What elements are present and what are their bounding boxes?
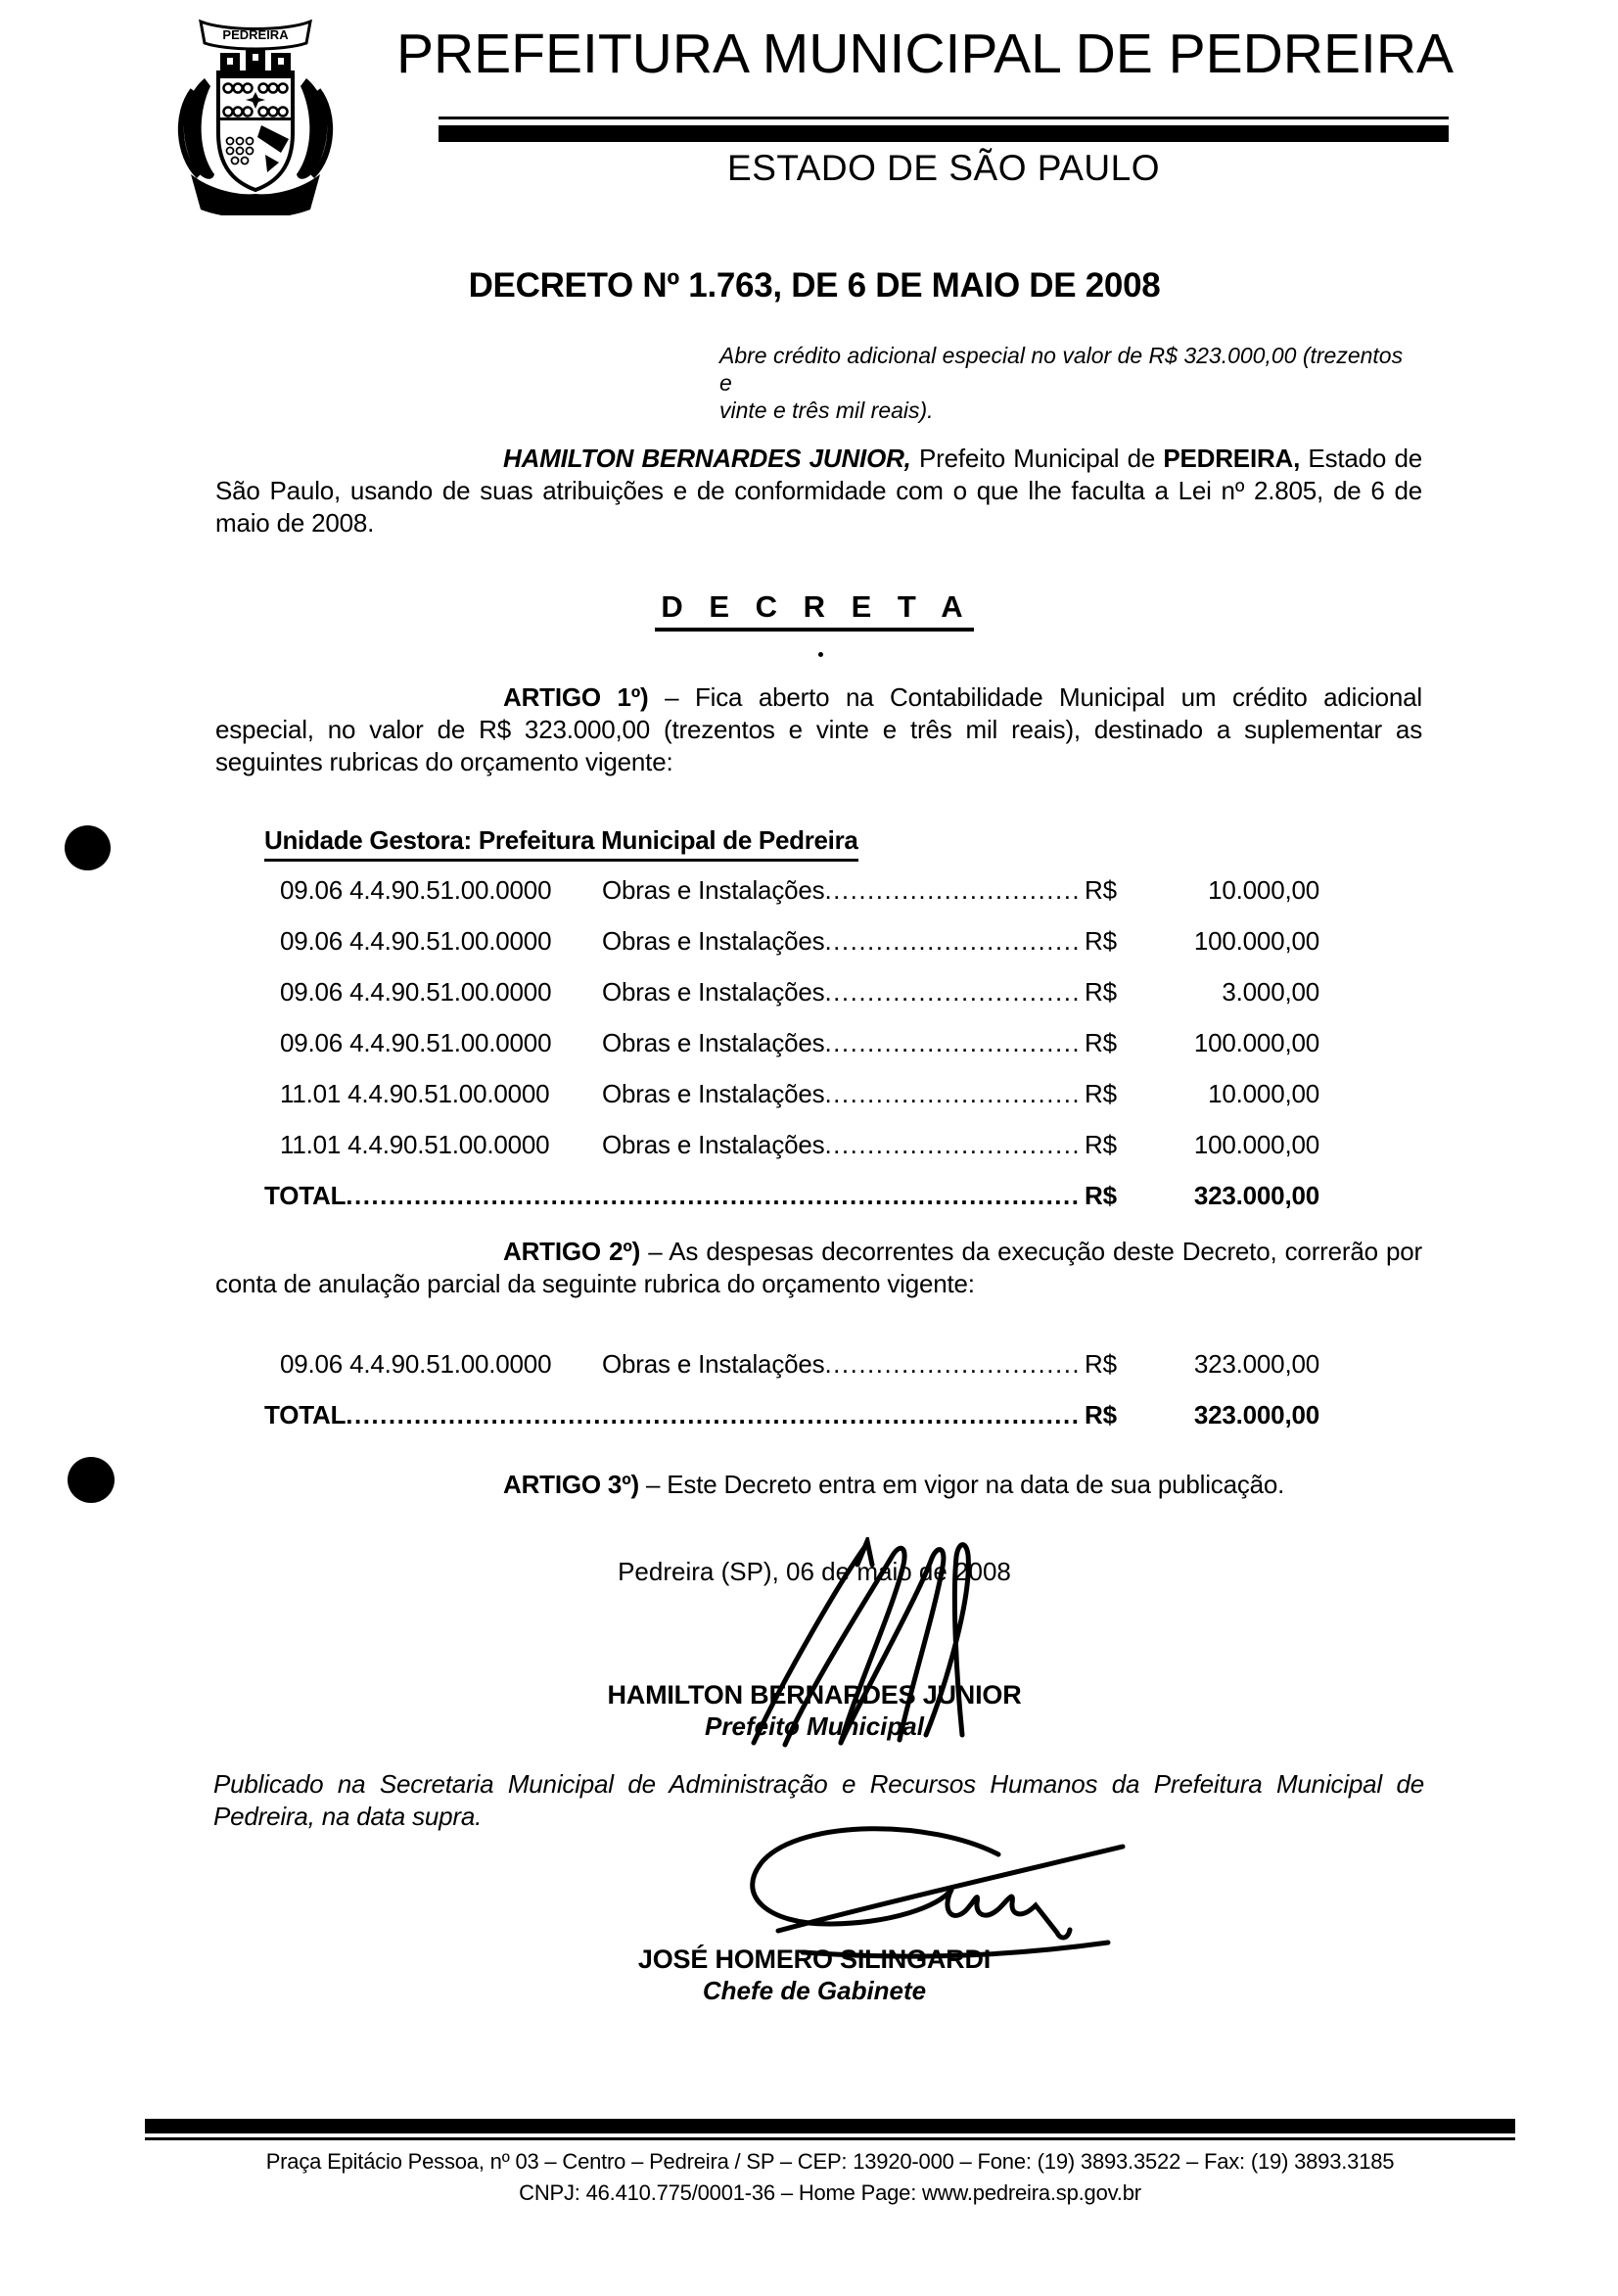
- budget-code: 11.01 4.4.90.51.00.0000: [280, 1130, 550, 1159]
- currency-symbol: R$: [1085, 1130, 1117, 1159]
- currency-symbol: R$: [1085, 1349, 1117, 1379]
- annulment-table-total-row: [264, 1400, 1319, 1430]
- currency-symbol: R$: [1085, 1400, 1117, 1429]
- table-row: [264, 977, 1319, 1007]
- article3-label: ARTIGO 3º): [503, 1470, 639, 1499]
- currency-symbol: R$: [1085, 926, 1117, 956]
- budget-description: Obras e Instalações: [602, 875, 825, 905]
- article1-paragraph: [215, 681, 1422, 778]
- total-amount: 323.000,00: [1193, 1181, 1319, 1210]
- mayor-role: Prefeito Municipal: [705, 1711, 924, 1741]
- currency-symbol: R$: [1085, 1181, 1117, 1210]
- article2-label: ARTIGO 2º): [503, 1237, 641, 1266]
- budget-description: Obras e Instalações: [602, 926, 825, 956]
- footer-rule-thick: [145, 2119, 1515, 2133]
- dot-leader: [824, 977, 1081, 1007]
- table-row: [264, 926, 1319, 957]
- table-row: [264, 1028, 1319, 1058]
- crest-banner-label: PEDREIRA: [222, 27, 289, 42]
- amount-value: 10.000,00: [1208, 1079, 1319, 1108]
- credit-table-total-row: [264, 1181, 1319, 1211]
- currency-symbol: R$: [1085, 1028, 1117, 1057]
- annulment-table: [264, 1349, 1319, 1430]
- coat-of-arms: [171, 16, 340, 215]
- total-label: TOTAL: [264, 1400, 347, 1429]
- budget-code: 09.06 4.4.90.51.00.0000: [280, 926, 552, 956]
- dot-leader: [346, 1181, 1081, 1211]
- amount-value: 100.000,00: [1193, 926, 1319, 956]
- header-title: PREFEITURA MUNICIPAL DE PEDREIRA: [395, 23, 1455, 85]
- budget-code: 09.06 4.4.90.51.00.0000: [280, 1349, 552, 1379]
- article3-paragraph: [215, 1469, 1422, 1501]
- chief-name: JOSÉ HOMERO SILINGARDI: [637, 1945, 992, 1974]
- city-name-inline: PEDREIRA,: [1163, 444, 1301, 473]
- dot-leader: [824, 875, 1081, 906]
- credit-table-header: Unidade Gestora: Prefeitura Municipal de Pedreira: [264, 825, 858, 862]
- preamble-mid: Prefeito Municipal de: [910, 444, 1164, 473]
- dot-leader: [346, 1400, 1081, 1430]
- amount-value: 323.000,00: [1193, 1349, 1319, 1379]
- dot-leader: [824, 1349, 1081, 1380]
- dot-leader: [824, 1079, 1081, 1109]
- mayor-name-inline: HAMILTON BERNARDES JUNIOR,: [503, 444, 911, 473]
- budget-description: Obras e Instalações: [602, 1130, 825, 1159]
- budget-description: Obras e Instalações: [602, 1079, 825, 1108]
- date-place-line: Pedreira (SP), 06 de maio de 2008: [618, 1557, 1011, 1586]
- decree-summary: [719, 342, 1420, 424]
- total-amount: 323.000,00: [1193, 1400, 1319, 1429]
- mayor-name: HAMILTON BERNARDES JUNIOR: [607, 1680, 1022, 1710]
- dot-leader: [824, 926, 1081, 957]
- footer-cnpj-line: CNPJ: 46.410.775/0001-36 – Home Page: www.pedreira.sp.gov.br: [519, 2180, 1141, 2205]
- punch-hole-mark-top: [65, 825, 111, 870]
- currency-symbol: R$: [1085, 875, 1117, 905]
- decreta-heading-wrap: [208, 589, 1421, 632]
- amount-value: 100.000,00: [1193, 1028, 1319, 1057]
- publication-note: Publicado na Secretaria Municipal de Administração e Recursos Humanos da Prefeitura Municipal de Pedreira, na data supra.: [213, 1769, 1424, 1831]
- header-rule-thin: [439, 117, 1449, 119]
- chief-signature: [685, 1813, 1135, 1965]
- article1-text: – Fica aberto na Contabilidade Municipal um crédito adicional especial, no valor de R$ 323.000,00 (trezentos e vinte e três mil reais), destinado a suplementar as seguintes rubricas do orçamento vigente:: [215, 682, 1422, 776]
- budget-code: 09.06 4.4.90.51.00.0000: [280, 1028, 552, 1057]
- footer-address-block: [145, 2146, 1515, 2209]
- total-label: TOTAL: [264, 1181, 347, 1210]
- preamble-rest: Estado de São Paulo, usando de suas atribuições e de conformidade com o que lhe faculta a Lei nº 2.805, de 6 de maio de 2008.: [215, 444, 1422, 538]
- chief-role: Chefe de Gabinete: [702, 1976, 927, 2005]
- annulment-table-rows: [264, 1349, 1319, 1380]
- punch-hole-mark-bottom: [68, 1457, 115, 1503]
- footer-rule-thin: [145, 2137, 1515, 2140]
- mayor-signature: [724, 1537, 989, 1748]
- header-subtitle: ESTADO DE SÃO PAULO: [727, 148, 1160, 188]
- amount-value: 3.000,00: [1222, 977, 1319, 1007]
- decree-title: DECRETO Nº 1.763, DE 6 DE MAIO DE 2008: [468, 266, 1161, 305]
- article1-label: ARTIGO 1º): [503, 682, 649, 712]
- article2-text: – As despesas decorrentes da execução deste Decreto, correrão por conta de anulação parcial da seguinte rubrica do orçamento vigente:: [215, 1237, 1422, 1298]
- header-rule-thick: [439, 125, 1449, 142]
- footer-address-line: Praça Epitácio Pessoa, nº 03 – Centro – Pedreira / SP – CEP: 13920-000 – Fone: (19) 3893.3522 – Fax: (19) 3893.3185: [265, 2149, 1395, 2174]
- decreta-heading: D E C R E T A: [655, 589, 973, 632]
- decree-summary-line2: vinte e três mil reais).: [719, 398, 934, 423]
- table-row: [264, 1130, 1319, 1160]
- budget-description: Obras e Instalações: [602, 977, 825, 1007]
- credit-table: [264, 825, 1319, 1211]
- budget-code: 09.06 4.4.90.51.00.0000: [280, 875, 552, 905]
- article2-paragraph: [215, 1236, 1422, 1300]
- dot-leader: [824, 1130, 1081, 1160]
- currency-symbol: R$: [1085, 977, 1117, 1007]
- amount-value: 10.000,00: [1208, 875, 1319, 905]
- article3-text: – Este Decreto entra em vigor na data de sua publicação.: [638, 1470, 1285, 1499]
- dot-leader: [824, 1028, 1081, 1058]
- table-row: [264, 875, 1319, 906]
- budget-code: 09.06 4.4.90.51.00.0000: [280, 977, 552, 1007]
- credit-table-rows: [264, 875, 1319, 1160]
- currency-symbol: R$: [1085, 1079, 1117, 1108]
- stray-ink-dot: [818, 652, 823, 657]
- amount-value: 100.000,00: [1193, 1130, 1319, 1159]
- budget-description: Obras e Instalações: [602, 1349, 825, 1379]
- budget-code: 11.01 4.4.90.51.00.0000: [280, 1079, 550, 1108]
- preamble-paragraph: [215, 443, 1422, 539]
- budget-description: Obras e Instalações: [602, 1028, 825, 1057]
- table-row: [264, 1349, 1319, 1380]
- table-row: [264, 1079, 1319, 1109]
- coat-of-arms-graphic: [171, 16, 340, 215]
- decree-summary-line1: Abre crédito adicional especial no valor de R$ 323.000,00 (trezentos e: [719, 343, 1404, 396]
